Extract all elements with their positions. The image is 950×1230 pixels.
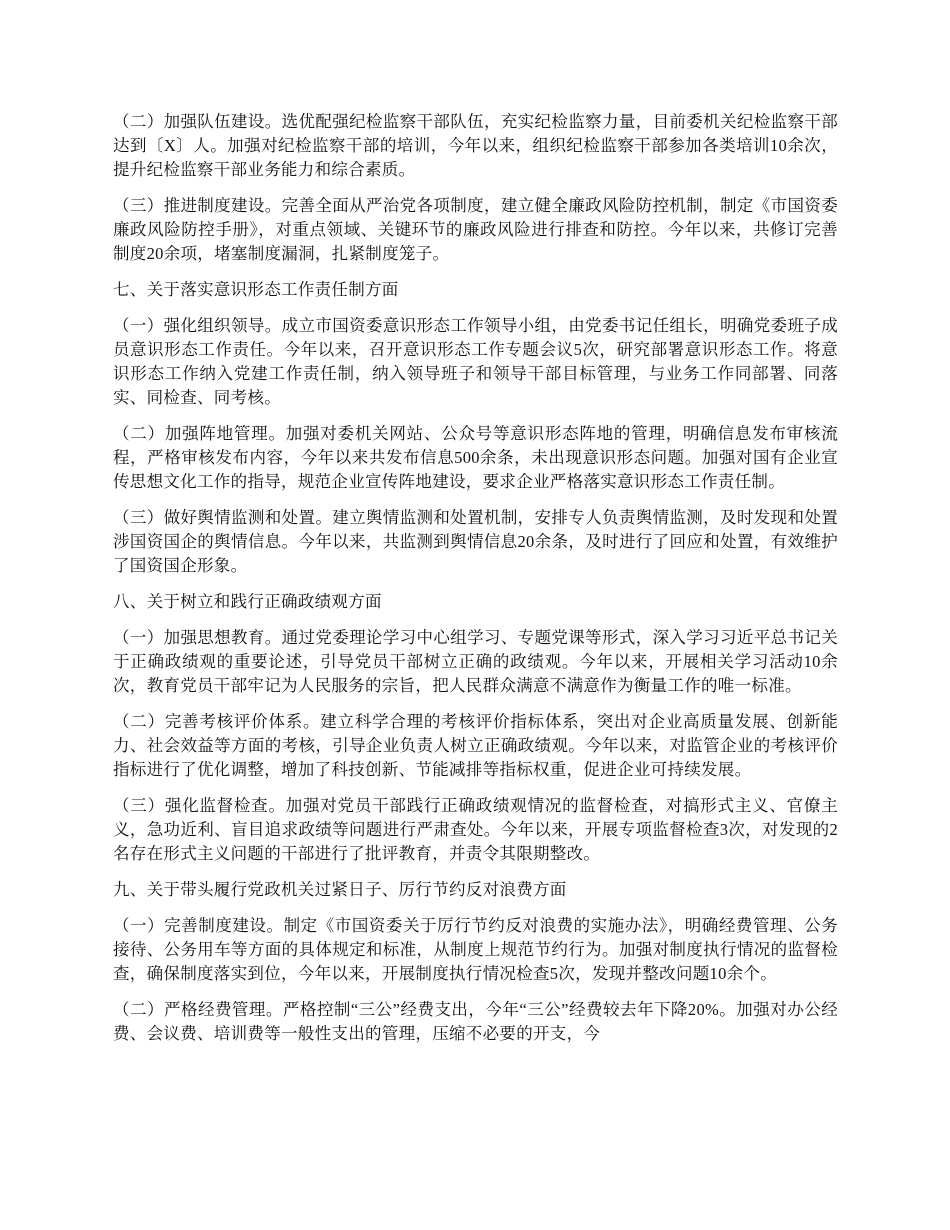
section-heading: 八、关于树立和践行正确政绩观方面 (113, 592, 382, 611)
paragraph: （一）加强思想教育。通过党委理论学习中心组学习、专题党课等形式，深入学习习近平总书记关于正确政绩观的重要论述，引导党员干部树立正确的政绩观。今年以来，开展相关学习活动10余次，教育党员干部牢记为人民服务的宗旨，把人民群众满意不满意作为衡量工作的唯一标准。 (113, 628, 838, 695)
section-heading: 七、关于落实意识形态工作责任制方面 (113, 280, 399, 299)
paragraph: （一）强化组织领导。成立市国资委意识形态工作领导小组，由党委书记任组长，明确党委班子成员意识形态工作责任。今年以来，召开意识形态工作专题会议5次，研究部署意识形态工作。将意识形态工作纳入党建工作责任制，纳入领导班子和领导干部目标管理，与业务工作同部署、同落实、同检查、同考核。 (113, 316, 838, 407)
paragraph: （二）严格经费管理。严格控制“三公”经费支出，今年“三公”经费较去年下降20%。加强对办公经费、会议费、培训费等一般性支出的管理，压缩不必要的开支，今 (113, 1000, 838, 1043)
section-heading: 九、关于带头履行党政机关过紧日子、厉行节约反对浪费方面 (113, 880, 567, 899)
document-body (113, 110, 838, 1046)
paragraph: （二）加强阵地管理。加强对委机关网站、公众号等意识形态阵地的管理，明确信息发布审核流程，严格审核发布内容，今年以来共发布信息500余条，未出现意识形态问题。加强对国有企业宣传思想文化工作的指导，规范企业宣传阵地建设，要求企业严格落实意识形态工作责任制。 (113, 424, 838, 491)
paragraph: （二）完善考核评价体系。建立科学合理的考核评价指标体系，突出对企业高质量发展、创新能力、社会效益等方面的考核，引导企业负责人树立正确政绩观。今年以来，对监管企业的考核评价指标进行了优化调整，增加了科技创新、节能减排等指标权重，促进企业可持续发展。 (113, 712, 838, 779)
paragraph: （三）推进制度建设。完善全面从严治党各项制度，建立健全廉政风险防控机制，制定《市国资委廉政风险防控手册》，对重点领域、关键环节的廉政风险进行排查和防控。今年以来，共修订完善制度20余项，堵塞制度漏洞，扎紧制度笼子。 (113, 196, 838, 263)
paragraph: （一）完善制度建设。制定《市国资委关于厉行节约反对浪费的实施办法》，明确经费管理、公务接待、公务用车等方面的具体规定和标准，从制度上规范节约行为。加强对制度执行情况的监督检查，确保制度落实到位，今年以来，开展制度执行情况检查5次，发现并整改问题10余个。 (113, 916, 838, 983)
paragraph: （三）做好舆情监测和处置。建立舆情监测和处置机制，安排专人负责舆情监测，及时发现和处置涉国资国企的舆情信息。今年以来，共监测到舆情信息20余条，及时进行了回应和处置，有效维护了国资国企形象。 (113, 508, 838, 575)
paragraph: （二）加强队伍建设。选优配强纪检监察干部队伍，充实纪检监察力量，目前委机关纪检监察干部达到〔X〕人。加强对纪检监察干部的培训，今年以来，组织纪检监察干部参加各类培训10余次，提升纪检监察干部业务能力和综合素质。 (113, 112, 838, 179)
paragraph: （三）强化监督检查。加强对党员干部践行正确政绩观情况的监督检查，对搞形式主义、官僚主义，急功近利、盲目追求政绩等问题进行严肃查处。今年以来，开展专项监督检查3次，对发现的2名存在形式主义问题的干部进行了批评教育，并责令其限期整改。 (113, 796, 838, 863)
